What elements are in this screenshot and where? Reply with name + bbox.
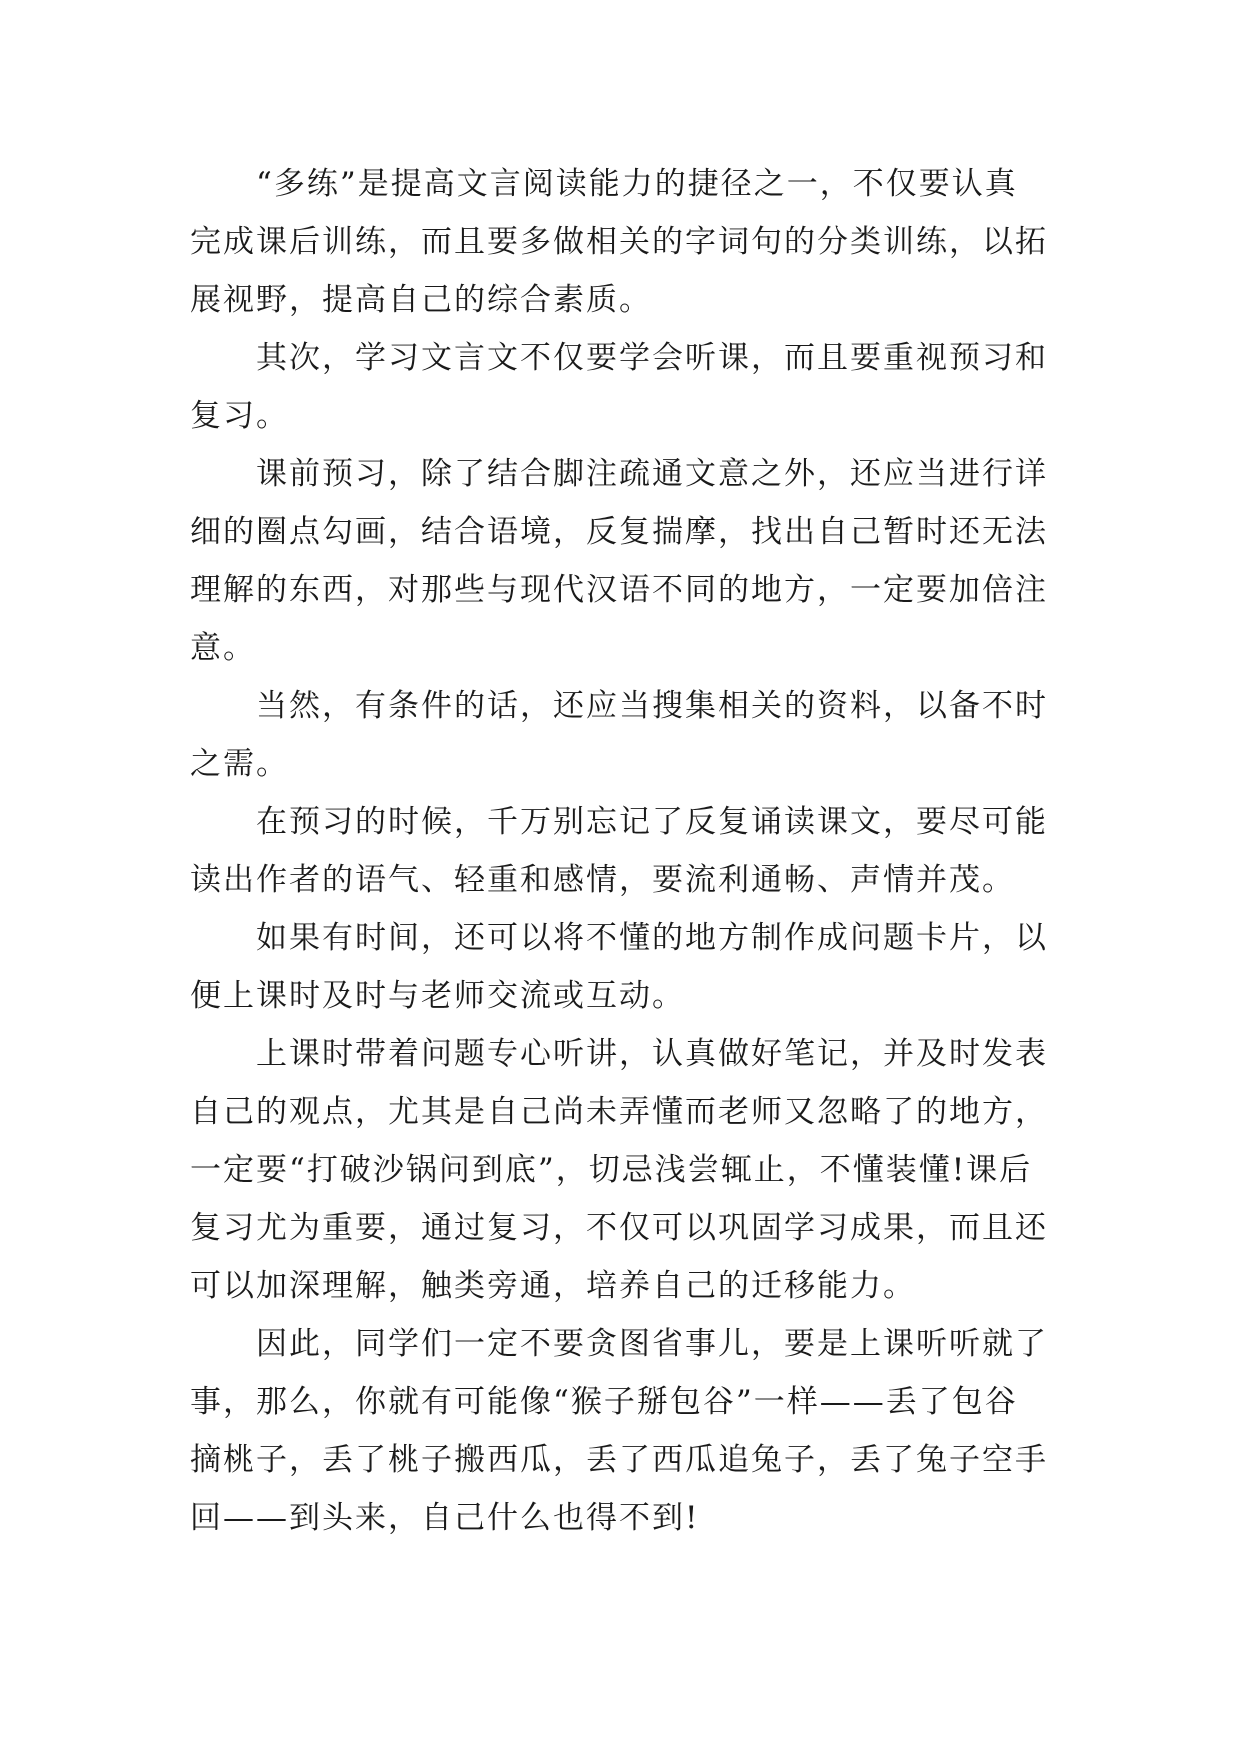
paragraph-1-line-2: 完成课后训练，而且要多做相关的字词句的分类训练，以拓: [190, 224, 1048, 260]
paragraph-2-line-1: 其次，学习文言文不仅要学会听课，而且要重视预习和: [256, 340, 1048, 376]
paragraph-7-line-4: 复习尤为重要，通过复习，不仅可以巩固学习成果，而且还: [190, 1210, 1048, 1246]
paragraph-8-line-4: 回——到头来，自己什么也得不到!: [190, 1500, 700, 1536]
paragraph-3-line-3: 理解的东西，对那些与现代汉语不同的地方，一定要加倍注: [190, 572, 1048, 608]
paragraph-1-line-3: 展视野，提高自己的综合素质。: [190, 282, 652, 318]
paragraph-3-line-4: 意。: [190, 630, 256, 666]
document-body: [190, 155, 1058, 1547]
paragraph-8-line-1: 因此，同学们一定不要贪图省事儿，要是上课听听就了: [256, 1326, 1048, 1362]
paragraph-7-line-3: 一定要“打破沙锅问到底”，切忌浅尝辄止，不懂装懂!课后: [190, 1152, 1033, 1188]
paragraph-4-line-1: 当然，有条件的话，还应当搜集相关的资料，以备不时: [256, 688, 1048, 724]
paragraph-2-line-2: 复习。: [190, 398, 289, 434]
paragraph-8-line-3: 摘桃子，丢了桃子搬西瓜，丢了西瓜追兔子，丢了兔子空手: [190, 1442, 1048, 1478]
paragraph-8-line-2: 事，那么，你就有可能像“猴子掰包谷”一样——丢了包谷: [190, 1384, 1018, 1420]
paragraph-1-line-1: “多练”是提高文言阅读能力的捷径之一，不仅要认真: [256, 166, 1018, 202]
paragraph-6-line-2: 便上课时及时与老师交流或互动。: [190, 978, 685, 1014]
paragraph-7-line-2: 自己的观点，尤其是自己尚未弄懂而老师又忽略了的地方，: [190, 1094, 1048, 1130]
paragraph-3-line-2: 细的圈点勾画，结合语境，反复揣摩，找出自己暂时还无法: [190, 514, 1048, 550]
paragraph-7-line-1: 上课时带着问题专心听讲，认真做好笔记，并及时发表: [256, 1036, 1048, 1072]
paragraph-3-line-1: 课前预习，除了结合脚注疏通文意之外，还应当进行详: [256, 456, 1048, 492]
paragraph-5-line-2: 读出作者的语气、轻重和感情，要流利通畅、声情并茂。: [190, 862, 1015, 898]
paragraph-4-line-2: 之需。: [190, 746, 289, 782]
paragraph-5-line-1: 在预习的时候，千万别忘记了反复诵读课文，要尽可能: [256, 804, 1048, 840]
paragraph-7-line-5: 可以加深理解，触类旁通，培养自己的迁移能力。: [190, 1268, 916, 1304]
paragraph-6-line-1: 如果有时间，还可以将不懂的地方制作成问题卡片，以: [256, 920, 1048, 956]
